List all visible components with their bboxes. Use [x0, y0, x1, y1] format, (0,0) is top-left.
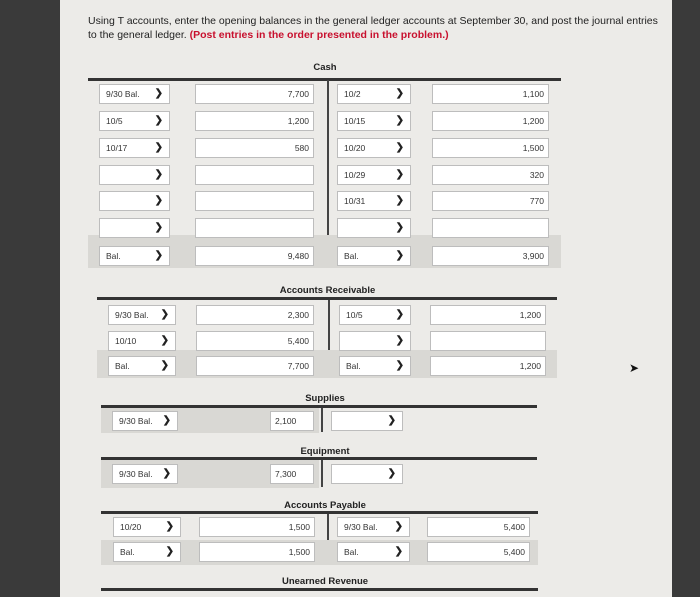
cash-bal-debit-date[interactable]: Bal. ❯: [99, 246, 170, 266]
cash-row6-credit-date[interactable]: [337, 218, 411, 238]
ar-bal-credit-amount[interactable]: 1,200: [430, 356, 546, 376]
chevron-down-icon: ❯: [395, 195, 404, 206]
cash-row4-debit-amount[interactable]: [195, 165, 314, 185]
ap-bal-credit-date[interactable]: Bal. ❯: [337, 542, 410, 562]
cash-row4-debit-date[interactable]: [99, 165, 170, 185]
supplies-debit-date[interactable]: 9/30 Bal. ❯: [112, 411, 178, 431]
cash-row2-credit-amount[interactable]: 1,200: [432, 111, 549, 131]
ap-bal-credit-amount[interactable]: 5,400: [427, 542, 530, 562]
chevron-down-icon: ❯: [395, 142, 404, 153]
cash-row6-debit-amount[interactable]: [195, 218, 314, 238]
cash-row1-credit-amount[interactable]: 1,100: [432, 84, 549, 104]
chevron-down-icon: ❯: [395, 360, 404, 371]
chevron-down-icon: ❯: [154, 142, 163, 153]
chevron-down-icon: ❯: [395, 250, 404, 261]
chevron-down-icon: ❯: [387, 468, 396, 479]
cash-bal-credit-date[interactable]: Bal. ❯: [337, 246, 411, 266]
instructions-emphasis: (Post entries in the order presented in the problem.): [189, 29, 449, 41]
ar-row1-credit-date[interactable]: 10/5 ❯: [339, 305, 411, 325]
supplies-t-divider: [321, 408, 323, 432]
ap-bal-debit-amount[interactable]: 1,500: [199, 542, 315, 562]
ap-row1-credit-date[interactable]: 9/30 Bal. ❯: [337, 517, 410, 537]
cash-row5-credit-date[interactable]: 10/31 ❯: [337, 191, 411, 211]
ar-t-top: [97, 297, 557, 300]
equipment-t-divider: [321, 460, 323, 487]
cash-row1-debit-date[interactable]: 9/30 Bal. ❯: [99, 84, 170, 104]
supplies-credit-date[interactable]: [331, 411, 403, 431]
chevron-down-icon: ❯: [395, 335, 404, 346]
ap-row1-debit-amount[interactable]: 1,500: [199, 517, 315, 537]
chevron-down-icon: ❯: [395, 88, 404, 99]
ap-t-top: [101, 511, 538, 514]
cash-bal-debit-amount[interactable]: 9,480: [195, 246, 314, 266]
chevron-down-icon: ❯: [395, 169, 404, 180]
chevron-down-icon: ❯: [154, 88, 163, 99]
ar-row1-debit-date[interactable]: 9/30 Bal. ❯: [108, 305, 176, 325]
cash-row2-debit-date[interactable]: 10/5 ❯: [99, 111, 170, 131]
unearned-title: Unearned Revenue: [281, 576, 369, 587]
ar-bal-debit-date[interactable]: Bal. ❯: [108, 356, 176, 376]
instructions-text: Using T accounts, enter the opening balances in the general ledger accounts at September 30, and post the journal entries to the general ledger.: [88, 15, 658, 41]
chevron-down-icon: ❯: [394, 546, 403, 557]
cash-row5-debit-date[interactable]: [99, 191, 170, 211]
cash-t-top: [88, 78, 561, 81]
unearned-t-top: [101, 588, 538, 591]
chevron-down-icon: ❯: [160, 360, 169, 371]
cash-row4-credit-date[interactable]: 10/29 ❯: [337, 165, 411, 185]
ar-row1-debit-amount[interactable]: 2,300: [196, 305, 314, 325]
cash-row1-credit-date[interactable]: 10/2 ❯: [337, 84, 411, 104]
chevron-down-icon: ❯: [160, 335, 169, 346]
cash-row4-credit-amount[interactable]: 320: [432, 165, 549, 185]
supplies-title: Supplies: [305, 393, 345, 404]
chevron-down-icon: ❯: [162, 415, 171, 426]
cash-row3-debit-date[interactable]: 10/17 ❯: [99, 138, 170, 158]
ap-row1-credit-amount[interactable]: 5,400: [427, 517, 530, 537]
ap-bal-debit-date[interactable]: Bal. ❯: [113, 542, 181, 562]
cash-bal-credit-amount[interactable]: 3,900: [432, 246, 549, 266]
chevron-down-icon: ❯: [395, 309, 404, 320]
cash-row5-credit-amount[interactable]: 770: [432, 191, 549, 211]
equipment-title: Equipment: [300, 446, 350, 457]
chevron-down-icon: ❯: [154, 250, 163, 261]
ar-row2-credit-amount[interactable]: [430, 331, 546, 351]
chevron-down-icon: ❯: [394, 521, 403, 532]
equipment-debit-date[interactable]: 9/30 Bal. ❯: [112, 464, 178, 484]
chevron-down-icon: ❯: [387, 415, 396, 426]
cash-row2-credit-date[interactable]: 10/15 ❯: [337, 111, 411, 131]
chevron-down-icon: ❯: [154, 115, 163, 126]
ar-row2-debit-date[interactable]: 10/10 ❯: [108, 331, 176, 351]
instructions: [88, 14, 658, 42]
ar-title: Accounts Receivable: [279, 285, 376, 296]
cash-row2-debit-amount[interactable]: 1,200: [195, 111, 314, 131]
chevron-down-icon: ❯: [395, 115, 404, 126]
ar-row2-debit-amount[interactable]: 5,400: [196, 331, 314, 351]
chevron-down-icon: ❯: [160, 309, 169, 320]
cash-row3-credit-date[interactable]: 10/20 ❯: [337, 138, 411, 158]
chevron-down-icon: ❯: [154, 195, 163, 206]
ap-title: Accounts Payable: [284, 500, 366, 511]
chevron-down-icon: ❯: [162, 468, 171, 479]
ar-bal-debit-amount[interactable]: 7,700: [196, 356, 314, 376]
equipment-debit-amount[interactable]: 7,300: [270, 464, 314, 484]
cash-row6-credit-amount[interactable]: [432, 218, 549, 238]
ar-row1-credit-amount[interactable]: 1,200: [430, 305, 546, 325]
chevron-down-icon: ❯: [165, 521, 174, 532]
chevron-down-icon: ❯: [165, 546, 174, 557]
chevron-down-icon: ❯: [154, 222, 163, 233]
ar-bal-credit-date[interactable]: Bal. ❯: [339, 356, 411, 376]
chevron-down-icon: ❯: [154, 169, 163, 180]
cash-row3-credit-amount[interactable]: 1,500: [432, 138, 549, 158]
cash-title: Cash: [313, 62, 337, 73]
equipment-credit-date[interactable]: [331, 464, 403, 484]
cash-row5-debit-amount[interactable]: [195, 191, 314, 211]
chevron-down-icon: ❯: [395, 222, 404, 233]
supplies-debit-amount[interactable]: 2,100: [270, 411, 314, 431]
ap-row1-debit-date[interactable]: 10/20 ❯: [113, 517, 181, 537]
cash-row1-debit-amount[interactable]: 7,700: [195, 84, 314, 104]
cash-row3-debit-amount[interactable]: 580: [195, 138, 314, 158]
ar-row2-credit-date[interactable]: [339, 331, 411, 351]
cash-row6-debit-date[interactable]: [99, 218, 170, 238]
mouse-cursor-icon: ➤: [629, 361, 640, 375]
